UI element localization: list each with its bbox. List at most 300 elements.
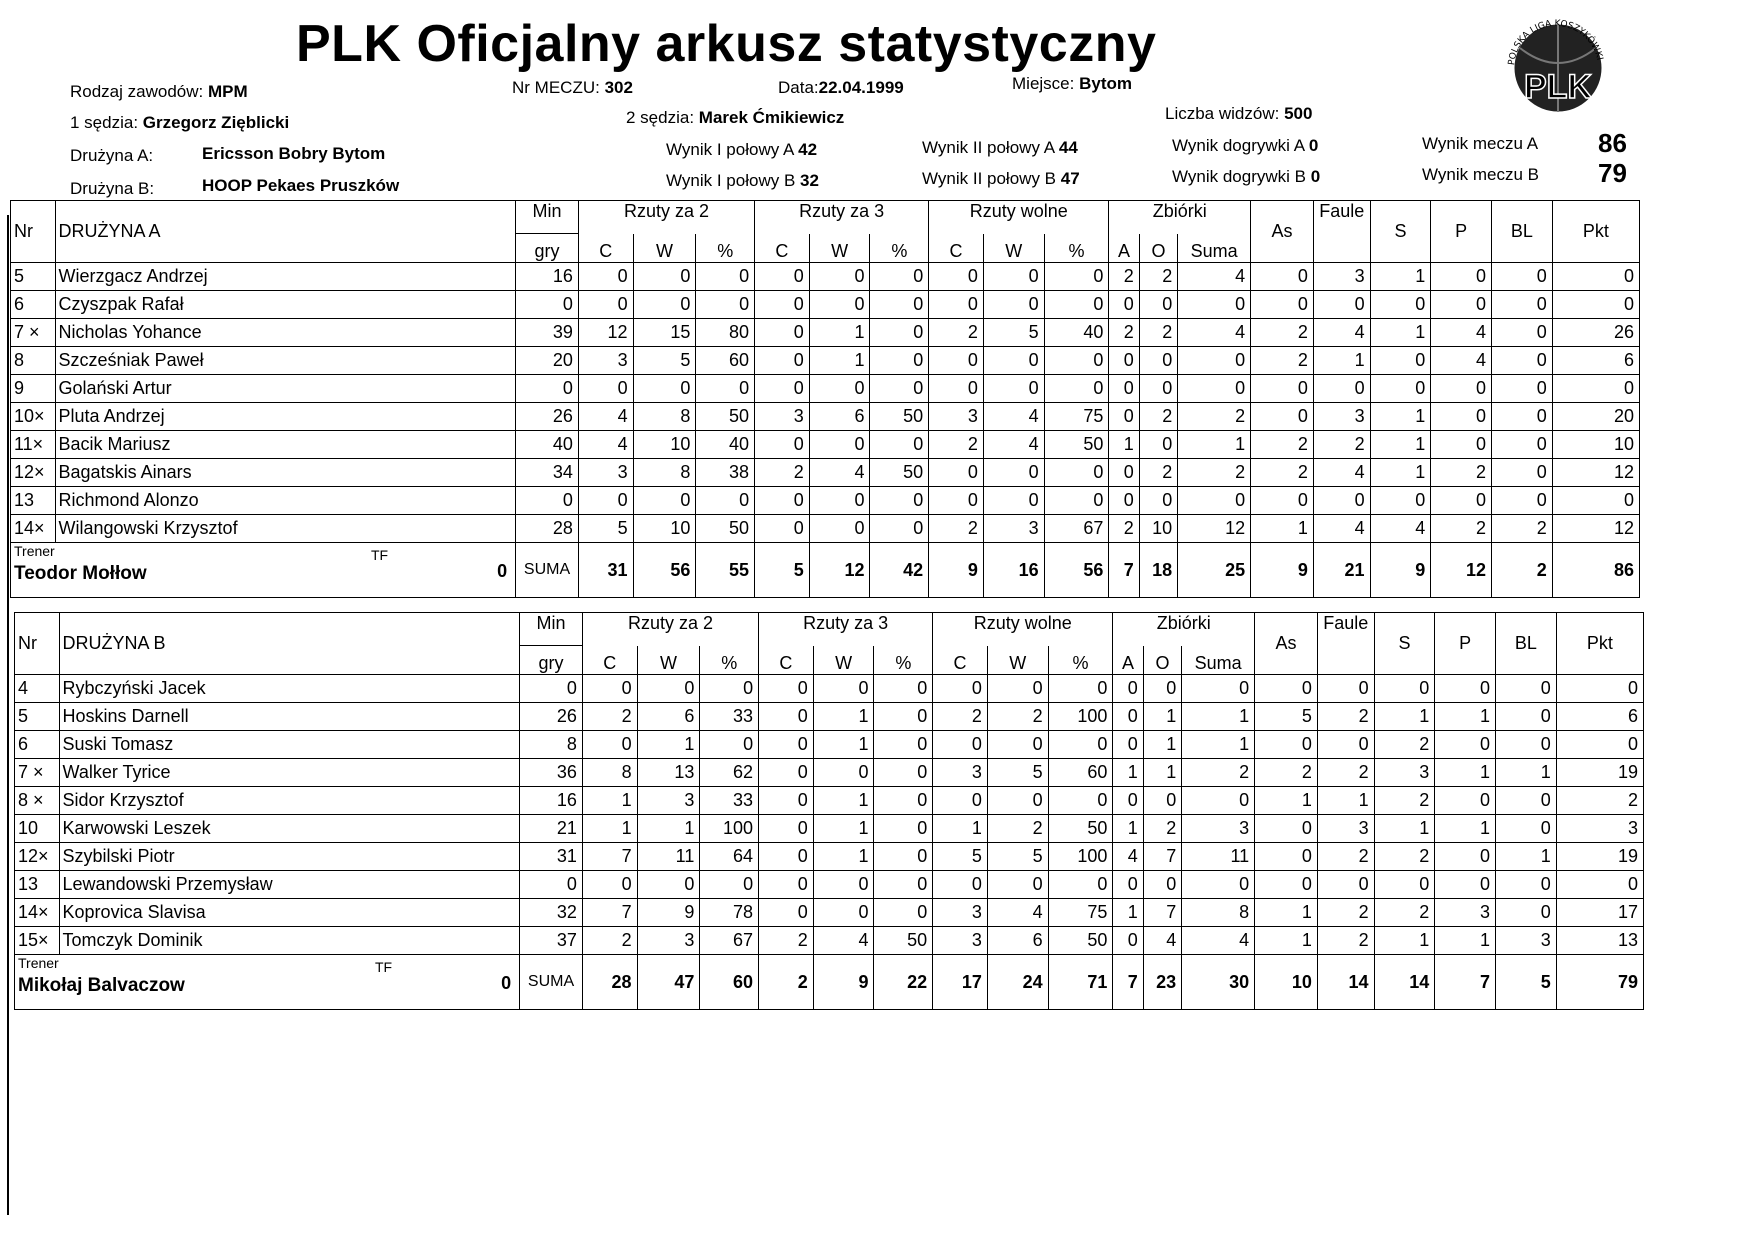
stat-c2: 0	[578, 263, 633, 291]
stat-ra: 0	[1113, 927, 1143, 955]
stat-as: 5	[1255, 703, 1318, 731]
stat-ra: 0	[1113, 675, 1143, 703]
stat-c3: 0	[759, 899, 814, 927]
col-sub-pct: %	[696, 234, 755, 263]
stat-min: 0	[520, 871, 583, 899]
stat-pkt: 6	[1552, 347, 1639, 375]
stat-pkt: 3	[1556, 815, 1643, 843]
stat-pkt: 17	[1556, 899, 1643, 927]
col-sub-pct: %	[870, 234, 929, 263]
player-nr: 7 ×	[11, 319, 56, 347]
stat-min: 0	[516, 375, 579, 403]
stat-p: 0	[1431, 291, 1492, 319]
total-s: 9	[1370, 543, 1431, 598]
stat-p: 0	[1431, 263, 1492, 291]
stat-f: 1	[1317, 787, 1374, 815]
stat-w2: 0	[633, 487, 696, 515]
player-row	[15, 675, 1644, 703]
stat-rs: 0	[1182, 871, 1255, 899]
stat-wf: 0	[987, 871, 1048, 899]
stat-cf: 2	[929, 319, 984, 347]
stat-ro: 0	[1139, 487, 1177, 515]
stat-as: 2	[1251, 347, 1314, 375]
stat-p3: 50	[870, 459, 929, 487]
stat-w3: 0	[809, 375, 870, 403]
stat-ro: 2	[1139, 263, 1177, 291]
stat-wf: 4	[983, 431, 1044, 459]
place-label: Miejsce:	[1012, 74, 1075, 93]
stat-ro: 7	[1143, 899, 1181, 927]
player-nr: 9	[11, 375, 56, 403]
player-name: Pluta Andrzej	[55, 403, 516, 431]
stat-rs: 8	[1182, 899, 1255, 927]
stat-w2: 15	[633, 319, 696, 347]
stat-c2: 3	[578, 459, 633, 487]
col-sub-w: W	[637, 646, 700, 675]
stat-p3: 0	[874, 815, 933, 843]
col-min: Min	[520, 613, 583, 646]
date-label: Data:	[778, 78, 819, 97]
stat-w3: 0	[813, 675, 874, 703]
stat-min: 34	[516, 459, 579, 487]
player-row	[11, 347, 1640, 375]
stat-as: 0	[1255, 731, 1318, 759]
svg-text:PLK: PLK	[1524, 68, 1592, 106]
stat-ra: 0	[1113, 703, 1143, 731]
stat-wf: 0	[987, 787, 1048, 815]
stat-w2: 10	[633, 431, 696, 459]
date-value: 22.04.1999	[818, 78, 904, 97]
stat-p2: 0	[700, 675, 759, 703]
stat-f: 2	[1317, 843, 1374, 871]
stat-p2: 62	[700, 759, 759, 787]
competition-label: Rodzaj zawodów:	[70, 82, 204, 101]
stat-w3: 0	[809, 291, 870, 319]
stat-cf: 0	[929, 291, 984, 319]
totals-row	[11, 543, 1640, 598]
coach-cell	[15, 955, 520, 1010]
stat-w3: 0	[809, 487, 870, 515]
stat-w3: 1	[809, 319, 870, 347]
stat-cf: 5	[933, 843, 988, 871]
total-cf: 9	[929, 543, 984, 598]
player-row	[11, 263, 1640, 291]
stat-pkt: 6	[1556, 703, 1643, 731]
stat-s: 2	[1374, 787, 1435, 815]
player-nr: 7 ×	[15, 759, 60, 787]
stat-pf: 75	[1048, 899, 1113, 927]
player-nr: 6	[15, 731, 60, 759]
total-p2: 55	[696, 543, 755, 598]
stat-pf: 0	[1048, 871, 1113, 899]
stat-wf: 5	[983, 319, 1044, 347]
stat-w3: 0	[809, 263, 870, 291]
total-wf: 24	[987, 955, 1048, 1010]
stat-pf: 0	[1048, 675, 1113, 703]
coach-label: Trener	[18, 955, 59, 971]
stat-w3: 1	[813, 787, 874, 815]
total-c3: 2	[759, 955, 814, 1010]
stat-w3: 1	[809, 347, 870, 375]
stat-min: 36	[520, 759, 583, 787]
stat-ro: 0	[1139, 291, 1177, 319]
stat-w2: 1	[637, 731, 700, 759]
stat-w2: 0	[633, 291, 696, 319]
stat-c2: 0	[578, 487, 633, 515]
stat-w3: 4	[809, 459, 870, 487]
total-p: 12	[1431, 543, 1492, 598]
stat-c2: 1	[582, 815, 637, 843]
col-min: Min	[516, 201, 579, 234]
spectators-value: 500	[1284, 104, 1313, 123]
player-nr: 8	[11, 347, 56, 375]
stat-f: 3	[1313, 403, 1370, 431]
col-faule: Faule	[1313, 201, 1370, 263]
stat-s: 1	[1374, 927, 1435, 955]
stat-cf: 0	[933, 871, 988, 899]
stat-c2: 12	[578, 319, 633, 347]
stat-s: 2	[1374, 843, 1435, 871]
stat-f: 2	[1317, 899, 1374, 927]
stat-min: 16	[520, 787, 583, 815]
stat-pkt: 12	[1552, 459, 1639, 487]
stat-f: 0	[1317, 675, 1374, 703]
stat-c3: 0	[759, 731, 814, 759]
col-nr: Nr	[15, 613, 60, 675]
stat-s: 4	[1370, 515, 1431, 543]
player-row	[15, 759, 1644, 787]
stat-bl: 0	[1492, 431, 1553, 459]
stat-ra: 0	[1113, 871, 1143, 899]
stat-c3: 0	[759, 815, 814, 843]
stat-ro: 2	[1139, 459, 1177, 487]
match-no-value: 302	[604, 78, 633, 97]
coach-name: Teodor Mołłow	[14, 563, 147, 584]
stat-f: 0	[1317, 731, 1374, 759]
total-p3: 22	[874, 955, 933, 1010]
player-name: Hoskins Darnell	[59, 703, 520, 731]
stat-bl: 0	[1492, 487, 1553, 515]
stat-w3: 0	[813, 759, 874, 787]
stat-p2: 0	[700, 871, 759, 899]
col-p: P	[1435, 613, 1496, 675]
match-no-label: Nr MECZU:	[512, 78, 600, 97]
stat-c3: 0	[755, 263, 810, 291]
stat-p: 2	[1431, 459, 1492, 487]
stat-rs: 0	[1178, 347, 1251, 375]
stat-w2: 8	[633, 459, 696, 487]
stat-w2: 11	[637, 843, 700, 871]
stat-p3: 0	[870, 515, 929, 543]
stat-p2: 80	[696, 319, 755, 347]
stat-bl: 0	[1496, 787, 1557, 815]
player-row	[11, 459, 1640, 487]
player-name: Suski Tomasz	[59, 731, 520, 759]
stat-p2: 64	[700, 843, 759, 871]
stat-ro: 0	[1143, 871, 1181, 899]
stat-wf: 0	[983, 291, 1044, 319]
ot-b-value: 0	[1310, 167, 1321, 186]
stat-p2: 50	[696, 403, 755, 431]
stat-min: 0	[516, 291, 579, 319]
ot-b-label: Wynik dogrywki B	[1172, 167, 1306, 186]
col-sub-c: C	[929, 234, 984, 263]
stat-min: 40	[516, 431, 579, 459]
stat-p2: 78	[700, 899, 759, 927]
stat-w2: 8	[633, 403, 696, 431]
stat-p3: 0	[874, 703, 933, 731]
player-nr: 14×	[11, 515, 56, 543]
stat-s: 1	[1370, 431, 1431, 459]
stat-rs: 0	[1178, 375, 1251, 403]
col-reb-suma: Suma	[1178, 234, 1251, 263]
stat-c2: 0	[578, 291, 633, 319]
stat-wf: 2	[987, 815, 1048, 843]
stat-ra: 1	[1109, 431, 1139, 459]
stat-cf: 0	[933, 787, 988, 815]
stat-f: 0	[1313, 375, 1370, 403]
stat-ra: 2	[1109, 263, 1139, 291]
totals-row	[15, 955, 1644, 1010]
stat-ra: 0	[1109, 347, 1139, 375]
stat-f: 4	[1313, 459, 1370, 487]
stat-c2: 1	[582, 787, 637, 815]
stat-cf: 0	[929, 263, 984, 291]
col-sub-c: C	[759, 646, 814, 675]
stat-s: 1	[1370, 263, 1431, 291]
stat-c2: 8	[582, 759, 637, 787]
stat-ro: 4	[1143, 927, 1181, 955]
stat-min: 32	[520, 899, 583, 927]
stat-c2: 2	[582, 703, 637, 731]
stat-pf: 40	[1044, 319, 1109, 347]
total-as: 9	[1251, 543, 1314, 598]
stat-c3: 2	[755, 459, 810, 487]
stat-w3: 6	[809, 403, 870, 431]
total-pkt: 79	[1556, 955, 1643, 1010]
stat-ro: 0	[1139, 375, 1177, 403]
total-rs: 30	[1182, 955, 1255, 1010]
stat-p2: 0	[696, 263, 755, 291]
stat-ro: 0	[1143, 675, 1181, 703]
stat-pf: 50	[1048, 815, 1113, 843]
stat-bl: 0	[1492, 347, 1553, 375]
player-name: Tomczyk Dominik	[59, 927, 520, 955]
total-cf: 17	[933, 955, 988, 1010]
stat-ra: 0	[1113, 731, 1143, 759]
total-p3: 42	[870, 543, 929, 598]
stat-as: 2	[1251, 431, 1314, 459]
col-faule: Faule	[1317, 613, 1374, 675]
stat-cf: 0	[933, 731, 988, 759]
stat-p2: 60	[696, 347, 755, 375]
stat-w2: 9	[637, 899, 700, 927]
player-nr: 12×	[11, 459, 56, 487]
stat-p3: 0	[874, 787, 933, 815]
page-title: PLK Oficjalny arkusz statystyczny	[296, 15, 1157, 73]
col-sub-w: W	[809, 234, 870, 263]
stat-pkt: 13	[1556, 927, 1643, 955]
stat-rs: 4	[1178, 319, 1251, 347]
col-sub-pct: %	[700, 646, 759, 675]
stat-wf: 0	[983, 263, 1044, 291]
col-min-sub: gry	[516, 234, 579, 263]
page-margin-line	[7, 215, 9, 1215]
player-nr: 4	[15, 675, 60, 703]
stat-s: 0	[1374, 675, 1435, 703]
half1-b-value: 32	[800, 171, 819, 190]
stat-f: 2	[1317, 703, 1374, 731]
stat-pkt: 0	[1552, 375, 1639, 403]
stat-ro: 2	[1139, 319, 1177, 347]
player-row	[15, 899, 1644, 927]
stat-w2: 0	[637, 675, 700, 703]
stat-w3: 1	[813, 703, 874, 731]
stat-pf: 0	[1044, 263, 1109, 291]
stat-w2: 1	[637, 815, 700, 843]
svg-text:POLSKA LIGA KOSZYKÓWKI: POLSKA LIGA KOSZYKÓWKI	[1507, 18, 1605, 66]
stat-s: 0	[1370, 375, 1431, 403]
col-sub-w: W	[983, 234, 1044, 263]
stat-min: 39	[516, 319, 579, 347]
stat-f: 0	[1313, 291, 1370, 319]
stat-p2: 33	[700, 703, 759, 731]
total-bl: 2	[1492, 543, 1553, 598]
stat-s: 1	[1370, 319, 1431, 347]
stat-min: 26	[520, 703, 583, 731]
player-row	[11, 515, 1640, 543]
stat-ro: 2	[1139, 403, 1177, 431]
stat-p3: 0	[870, 375, 929, 403]
player-name: Wierzgacz Andrzej	[55, 263, 516, 291]
col-min-sub: gry	[520, 646, 583, 675]
stat-pf: 50	[1044, 431, 1109, 459]
stat-pkt: 0	[1552, 263, 1639, 291]
player-row	[11, 431, 1640, 459]
stat-p3: 0	[874, 731, 933, 759]
stat-pf: 50	[1048, 927, 1113, 955]
stat-bl: 0	[1496, 871, 1557, 899]
total-w2: 56	[633, 543, 696, 598]
ref2-label: 2 sędzia:	[626, 108, 695, 127]
stat-wf: 4	[987, 899, 1048, 927]
team-b-name: HOOP Pekaes Pruszków	[202, 176, 400, 195]
stat-p: 0	[1435, 675, 1496, 703]
stat-wf: 3	[983, 515, 1044, 543]
player-name: Wilangowski Krzysztof	[55, 515, 516, 543]
stat-min: 21	[520, 815, 583, 843]
col-as: As	[1251, 201, 1314, 263]
stat-p: 2	[1431, 515, 1492, 543]
stat-ro: 7	[1143, 843, 1181, 871]
stat-p3: 0	[870, 347, 929, 375]
stat-ro: 1	[1143, 731, 1181, 759]
player-nr: 11×	[11, 431, 56, 459]
stat-s: 1	[1370, 403, 1431, 431]
total-s: 14	[1374, 955, 1435, 1010]
col-pkt: Pkt	[1556, 613, 1643, 675]
stat-w2: 3	[637, 927, 700, 955]
stat-cf: 2	[929, 515, 984, 543]
col-sub-pct: %	[1048, 646, 1113, 675]
stat-bl: 1	[1496, 759, 1557, 787]
total-w3: 9	[813, 955, 874, 1010]
stat-w2: 10	[633, 515, 696, 543]
half1-a-value: 42	[798, 140, 818, 159]
col-reb-o: O	[1143, 646, 1181, 675]
col-group-fg2: Rzuty za 2	[578, 201, 754, 234]
stat-bl: 0	[1492, 319, 1553, 347]
player-name: Karwowski Leszek	[59, 815, 520, 843]
stat-pf: 0	[1044, 459, 1109, 487]
stat-c3: 0	[759, 787, 814, 815]
total-pf: 71	[1048, 955, 1113, 1010]
stat-c3: 0	[759, 759, 814, 787]
stat-pkt: 19	[1556, 843, 1643, 871]
stat-p3: 0	[874, 843, 933, 871]
team-heading: DRUŻYNA B	[59, 613, 520, 675]
player-nr: 5	[11, 263, 56, 291]
plk-logo	[1500, 8, 1612, 120]
stat-s: 1	[1374, 815, 1435, 843]
team-a-stats-table	[10, 200, 1640, 598]
player-name: Richmond Alonzo	[55, 487, 516, 515]
stat-p: 0	[1435, 871, 1496, 899]
stat-rs: 12	[1178, 515, 1251, 543]
stat-pf: 75	[1044, 403, 1109, 431]
stat-wf: 0	[983, 487, 1044, 515]
stat-cf: 1	[933, 815, 988, 843]
stat-bl: 0	[1492, 375, 1553, 403]
player-nr: 12×	[15, 843, 60, 871]
stat-c2: 0	[582, 871, 637, 899]
player-nr: 13	[11, 487, 56, 515]
stat-c2: 0	[582, 675, 637, 703]
col-nr: Nr	[11, 201, 56, 263]
stat-rs: 1	[1182, 703, 1255, 731]
stat-wf: 0	[987, 731, 1048, 759]
col-sub-c: C	[578, 234, 633, 263]
stat-w2: 0	[637, 871, 700, 899]
stat-wf: 5	[987, 843, 1048, 871]
stat-p: 0	[1435, 787, 1496, 815]
stat-pkt: 19	[1556, 759, 1643, 787]
stat-c2: 4	[578, 403, 633, 431]
spectators-label: Liczba widzów:	[1165, 104, 1280, 123]
stat-pf: 0	[1044, 347, 1109, 375]
stat-ra: 2	[1109, 515, 1139, 543]
final-a-label: Wynik meczu A	[1422, 134, 1539, 153]
stat-w2: 13	[637, 759, 700, 787]
stat-bl: 2	[1492, 515, 1553, 543]
player-nr: 5	[15, 703, 60, 731]
player-name: Walker Tyrice	[59, 759, 520, 787]
half2-b-label: Wynik II połowy B	[922, 169, 1056, 188]
total-ro: 23	[1143, 955, 1181, 1010]
stat-p2: 0	[700, 731, 759, 759]
stat-c3: 0	[755, 431, 810, 459]
col-sub-w: W	[813, 646, 874, 675]
stat-min: 8	[520, 731, 583, 759]
player-row	[11, 319, 1640, 347]
stat-f: 2	[1313, 431, 1370, 459]
stat-ra: 0	[1113, 787, 1143, 815]
stat-c2: 4	[578, 431, 633, 459]
col-group-reb: Zbiórki	[1109, 201, 1251, 234]
stat-as: 0	[1251, 291, 1314, 319]
stat-f: 4	[1313, 319, 1370, 347]
player-row	[15, 703, 1644, 731]
